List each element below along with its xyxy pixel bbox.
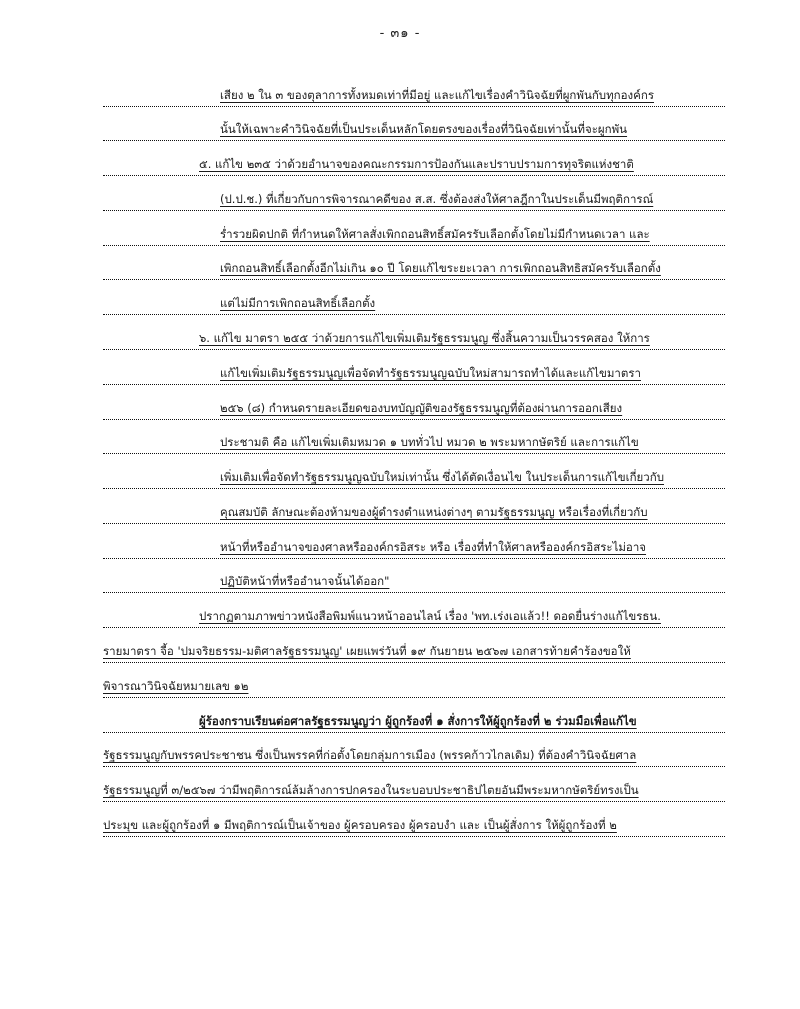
text-line: หน้าที่หรืออำนาจของศาลหรือองค์กรอิสระ หรือ เรื่องที่ทำให้ศาลหรือองค์กรอิสระไม่อาจ — [103, 536, 725, 559]
text-line: นั้นให้เฉพาะคำวินิจฉัยที่เป็นประเด็นหลักโดยตรงของเรื่องที่วินิจฉัยเท่านั้นที่จะผูกพัน — [103, 118, 725, 141]
text-line: ผู้ร้องกราบเรียนต่อศาลรัฐธรรมนูญว่า ผู้ถูกร้องที่ ๑ สั่งการให้ผู้ถูกร้องที่ ๒ ร่วมมือเพื่อแก้ไข — [103, 710, 725, 733]
text-line: เพิ่มเติมเพื่อจัดทำรัฐธรรมนูญฉบับใหม่เท่านั้น ซึ่งได้ตัดเงื่อนไข ในประเด็นการแก้ไขเกี่ยวกับ — [103, 466, 725, 489]
text-line: ร่ำรวยผิดปกติ ที่กำหนดให้ศาลสั่งเพิกถอนสิทธิ์สมัครรับเลือกตั้งโดยไม่มีกำหนดเวลา และ — [103, 223, 725, 246]
text-line: รายมาตรา จี้อ 'ปมจริยธรรม-มติศาลรัฐธรรมนูญ' เผยแพร่วันที่ ๑๙ กันยายน ๒๕๖๗ เอกสารท้ายคำร้องขอให้ — [103, 640, 725, 663]
text-line: รัฐธรรมนูญกับพรรคประชาชน ซึ่งเป็นพรรคที่ก่อตั้งโดยกลุ่มการเมือง (พรรคก้าวไกลเดิม) ที่ต้องคำวินิจฉัยศาล — [103, 744, 725, 767]
text-line: ๕. แก้ไข ๒๓๕ ว่าด้วยอำนาจของคณะกรรมการป้องกันและปราบปรามการทุจริตแห่งชาติ — [103, 153, 725, 176]
text-line: ปรากฏตามภาพข่าวหนังสือพิมพ์แนวหน้าออนไลน์ เรื่อง 'พท.เร่งเอแล้ว!! ดอดยื่นร่างแก้ไขรธน. — [103, 605, 725, 628]
text-line: ปฏิบัติหน้าที่หรืออำนาจนั้นได้ออก" — [103, 570, 725, 593]
text-line: (ป.ป.ช.) ที่เกี่ยวกับการพิจารณาคดีของ ส.ส. ซึ่งต้องส่งให้ศาลฎีกาในประเด็นมีพฤติการณ์ — [103, 188, 725, 211]
text-line: แต่ไม่มีการเพิกถอนสิทธิ์เลือกตั้ง — [103, 292, 725, 315]
text-line: เสียง ๒ ใน ๓ ของตุลาการทั้งหมดเท่าที่มีอยู่ และแก้ไขเรื่องคำวินิจฉัยที่ผูกพันกับทุกองค์กร — [103, 84, 725, 107]
text-line: รัฐธรรมนูญที่ ๓/๒๕๖๗ ว่ามีพฤติการณ์ล้มล้างการปกครองในระบอบประชาธิปไตยอันมีพระมหากษัตริย์ทรงเป็น — [103, 779, 725, 802]
page-number: - ๓๑ - — [379, 26, 421, 41]
text-line: พิจารณาวินิจฉัยหมายเลข ๑๒ — [103, 675, 725, 698]
text-line: เพิกถอนสิทธิ์เลือกตั้งอีกไม่เกิน ๑๐ ปี โดยแก้ไขระยะเวลา การเพิกถอนสิทธิสมัครรับเลือกตั้ง — [103, 257, 725, 280]
text-line: ๒๕๖ (๘) กำหนดรายละเอียดของบทบัญญัติของรัฐธรรมนูญที่ต้องผ่านการออกเสียง — [103, 397, 725, 420]
text-line: ประชามติ คือ แก้ไขเพิ่มเติมหมวด ๑ บททั่วไป หมวด ๒ พระมหากษัตริย์ และการแก้ไข — [103, 431, 725, 454]
text-line: ประมุข และผู้ถูกร้องที่ ๑ มีพฤติการณ์เป็นเจ้าของ ผู้ครอบครอง ผู้ครอบงำ และ เป็นผู้สั่งการ ให้ผู้ถูกร้องที่ ๒ — [103, 814, 725, 837]
text-line: คุณสมบัติ ลักษณะต้องห้ามของผู้ดำรงตำแหน่งต่างๆ ตามรัฐธรรมนูญ หรือเรื่องที่เกี่ยวกับ — [103, 501, 725, 524]
text-line: แก้ไขเพิ่มเติมรัฐธรรมนูญเพื่อจัดทำรัฐธรรมนูญฉบับใหม่สามารถทำได้และแก้ไขมาตรา — [103, 362, 725, 385]
text-line: ๖. แก้ไข มาตรา ๒๕๕ ว่าด้วยการแก้ไขเพิ่มเติมรัฐธรรมนูญ ซึ่งสิ้นความเป็นวรรคสอง ให้การ — [103, 327, 725, 350]
